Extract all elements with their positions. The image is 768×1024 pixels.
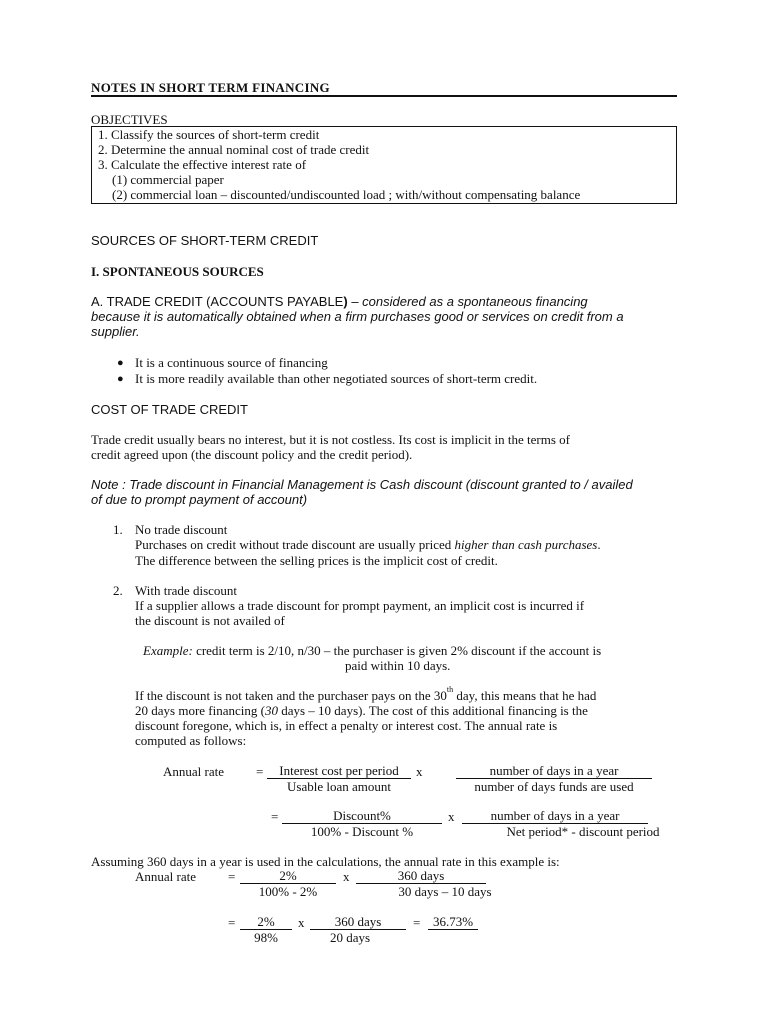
item1-heading: No trade discount <box>135 522 228 537</box>
bullet-icon: ● <box>117 357 124 369</box>
item1-line1-period: . <box>597 537 601 552</box>
formula3-numerator2: 360 days <box>356 869 486 884</box>
formula4-times: x <box>298 915 305 930</box>
objective-item: 2. Determine the annual nominal cost of trade credit <box>98 142 370 157</box>
trade-credit-definition-line2: because it is automatically obtained when a firm purchases good or services on credit from a <box>91 309 624 324</box>
formula1-numerator1: Interest cost per period <box>267 764 411 779</box>
example-line2: paid within 10 days. <box>345 658 451 673</box>
objective-subitem: (1) commercial paper <box>112 172 224 187</box>
objectives-heading: OBJECTIVES <box>91 112 168 127</box>
example-line1 <box>143 643 601 658</box>
discount-para-text: day, this means that he had <box>453 688 597 703</box>
bullet-text: It is a continuous source of financing <box>135 355 328 370</box>
item1-line1-text: Purchases on credit without trade discount are usually priced <box>135 537 455 552</box>
cost-para-line: credit agreed upon (the discount policy and the credit period). <box>91 447 413 462</box>
item2-line2: the discount is not availed of <box>135 613 285 628</box>
objective-item: 3. Calculate the effective interest rate of <box>98 157 307 172</box>
trade-credit-definition-line3: supplier. <box>91 324 140 339</box>
formula4-numerator2: 360 days <box>310 915 406 930</box>
objective-item: 1. Classify the sources of short-term credit <box>98 127 320 142</box>
formula2-equals: = <box>271 809 279 824</box>
discount-para-line1 <box>135 685 597 703</box>
bullet-text: It is more readily available than other negotiated sources of short-term credit. <box>135 371 538 386</box>
discount-para-line2 <box>135 703 588 718</box>
formula1-numerator2: number of days in a year <box>456 764 652 779</box>
formula2-denominator1: 100% - Discount % <box>310 824 414 839</box>
formula1-denominator2: number of days funds are used <box>474 779 634 794</box>
page-title: NOTES IN SHORT TERM FINANCING <box>91 80 330 95</box>
formula2-numerator1: Discount% <box>282 809 442 824</box>
discount-para-text: If the discount is not taken and the purchaser pays on the 30 <box>135 688 447 703</box>
bullet-icon: ● <box>117 373 124 385</box>
formula3-denominator1: 100% - 2% <box>258 884 318 899</box>
discount-para-italic: 30 <box>264 703 278 718</box>
note-line: Note : Trade discount in Financial Management is Cash discount (discount granted to / availed <box>91 477 633 492</box>
formula1-equals: = <box>256 764 264 779</box>
item2-line1: If a supplier allows a trade discount for prompt payment, an implicit cost is incurred if <box>135 598 585 613</box>
discount-para-text: 20 days more financing ( <box>135 703 265 718</box>
assumption-text: Assuming 360 days in a year is used in the calculations, the annual rate in this example is: <box>91 854 560 869</box>
trade-credit-label: A. TRADE CREDIT (ACCOUNTS PAYABLE <box>91 294 344 309</box>
example-text: credit term is 2/10, n/30 – the purchaser is given 2% discount if the account is <box>192 643 602 658</box>
item2-number: 2. <box>113 583 123 598</box>
formula3-times: x <box>343 869 350 884</box>
objective-subitem: (2) commercial loan – discounted/undiscounted load ; with/without compensating balance <box>112 187 581 202</box>
formula1-label: Annual rate <box>163 764 225 779</box>
formula3-equals: = <box>228 869 236 884</box>
trade-credit-paren: ) <box>343 294 348 309</box>
superscript: th <box>446 685 454 694</box>
spontaneous-heading: I. SPONTANEOUS SOURCES <box>91 264 264 279</box>
note-line: of due to prompt payment of account) <box>91 492 308 507</box>
item1-line1 <box>135 537 601 552</box>
item1-number: 1. <box>113 522 123 537</box>
cost-para-line: Trade credit usually bears no interest, but it is not costless. Its cost is implicit in the terms of <box>91 432 571 447</box>
objectives-box <box>91 126 677 204</box>
item1-line2: The difference between the selling prices is the implicit cost of credit. <box>135 553 498 568</box>
formula4-equals: = <box>228 915 236 930</box>
trade-credit-def-1: – considered as a spontaneous financing <box>347 294 588 309</box>
discount-para-line4: computed as follows: <box>135 733 247 748</box>
formula1-denominator1: Usable loan amount <box>287 779 391 794</box>
formula4-denominator1: 98% <box>254 930 278 945</box>
formula2-denominator2: Net period* - discount period <box>506 824 660 839</box>
formula2-numerator2: number of days in a year <box>462 809 648 824</box>
trade-credit-definition-line1 <box>91 294 588 309</box>
formula1-times: x <box>416 764 423 779</box>
formula4-denominator2: 20 days <box>329 930 371 945</box>
formula3-denominator2: 30 days – 10 days <box>398 884 492 899</box>
title-rule <box>91 95 677 97</box>
item1-line1-emphasis: higher than cash purchases <box>454 537 598 552</box>
formula3-label: Annual rate <box>135 869 197 884</box>
example-label: Example: <box>143 643 193 658</box>
sources-heading: SOURCES OF SHORT-TERM CREDIT <box>91 233 319 248</box>
item2-heading: With trade discount <box>135 583 238 598</box>
formula2-times: x <box>448 809 455 824</box>
formula4-result: 36.73% <box>428 915 478 930</box>
formula4-numerator1: 2% <box>240 915 292 930</box>
discount-para-text: days – 10 days). The cost of this additional financing is the <box>277 703 588 718</box>
cost-heading: COST OF TRADE CREDIT <box>91 402 248 417</box>
discount-para-line3: discount foregone, which is, in effect a penalty or interest cost. The annual rate is <box>135 718 558 733</box>
formula3-numerator1: 2% <box>240 869 336 884</box>
formula4-equals2: = <box>413 915 421 930</box>
